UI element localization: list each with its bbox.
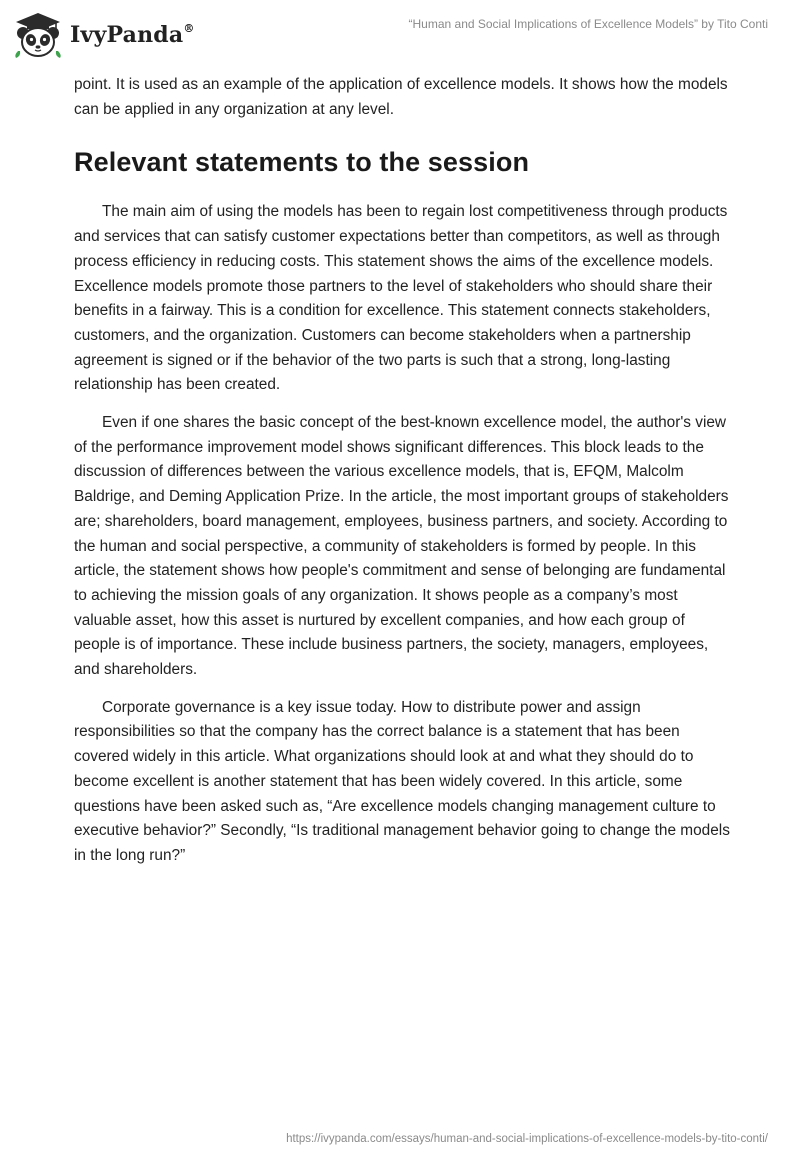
registered-mark: ® bbox=[183, 21, 195, 35]
section-heading: Relevant statements to the session bbox=[74, 147, 530, 178]
intro-paragraph: point. It is used as an example of the application of excellence models. It shows how the models can be applied in any organization at any level. bbox=[74, 76, 728, 118]
essay-body bbox=[74, 73, 734, 869]
paragraph-2: Even if one shares the basic concept of the best-known excellence model, the author's view of the performance improvement model shows significant differences. This block leads to the discussion of differences between the various excellence models, that is, EFQM, Malcolm Baldrige, and Deming Application Prize. In the article, the most important groups of stakeholders are; shareholders, board management, employees, business partners, and society. According to the human and social perspective, a community of stakeholders is formed by people. In this article, the statement shows how people's commitment and sense of belonging are fundamental to achieving the mission goals of any organization. It shows people as a company’s most valuable asset, how this asset is nurtured by excellent companies, and how each group of people is of importance. These include business partners, the society, managers, employees, and shareholders. bbox=[74, 414, 729, 679]
page-header bbox=[0, 0, 800, 70]
source-url-link[interactable]: https://ivypanda.com/essays/human-and-social-implications-of-excellence-models-by-tito-conti/ bbox=[286, 1133, 768, 1145]
brand-name: IvyPanda® bbox=[70, 21, 195, 48]
running-title: “Human and Social Implications of Excellence Models” by Tito Conti bbox=[408, 17, 768, 31]
paragraph-1: The main aim of using the models has been to regain lost competitiveness through products and services that can satisfy customer expectations better than competitors, as well as through process efficiency in reducing costs. This statement shows the aims of the excellence models. Excellence models promote those partners to the level of stakeholders who should share their benefits in a fairway. This is a condition for excellence. This statement connects stakeholders, customers, and the organization. Customers can become stakeholders when a partnership agreement is signed or if the behavior of the two parts is such that a strong, long-lasting relationship has been created. bbox=[74, 203, 728, 394]
brand-logo[interactable] bbox=[12, 10, 232, 60]
paragraph-3: Corporate governance is a key issue today. How to distribute power and assign responsibilities so that the company has the correct balance is a statement that has been covered widely in this article. What organizations should look at and what they should do to become excellent is another statement that has been widely covered. In this article, some questions have been asked such as, “Are excellence models changing management culture to executive behavior?” Secondly, “Is traditional management behavior going to change the models in the long run?” bbox=[74, 698, 730, 864]
panda-graduate-icon bbox=[12, 11, 64, 59]
